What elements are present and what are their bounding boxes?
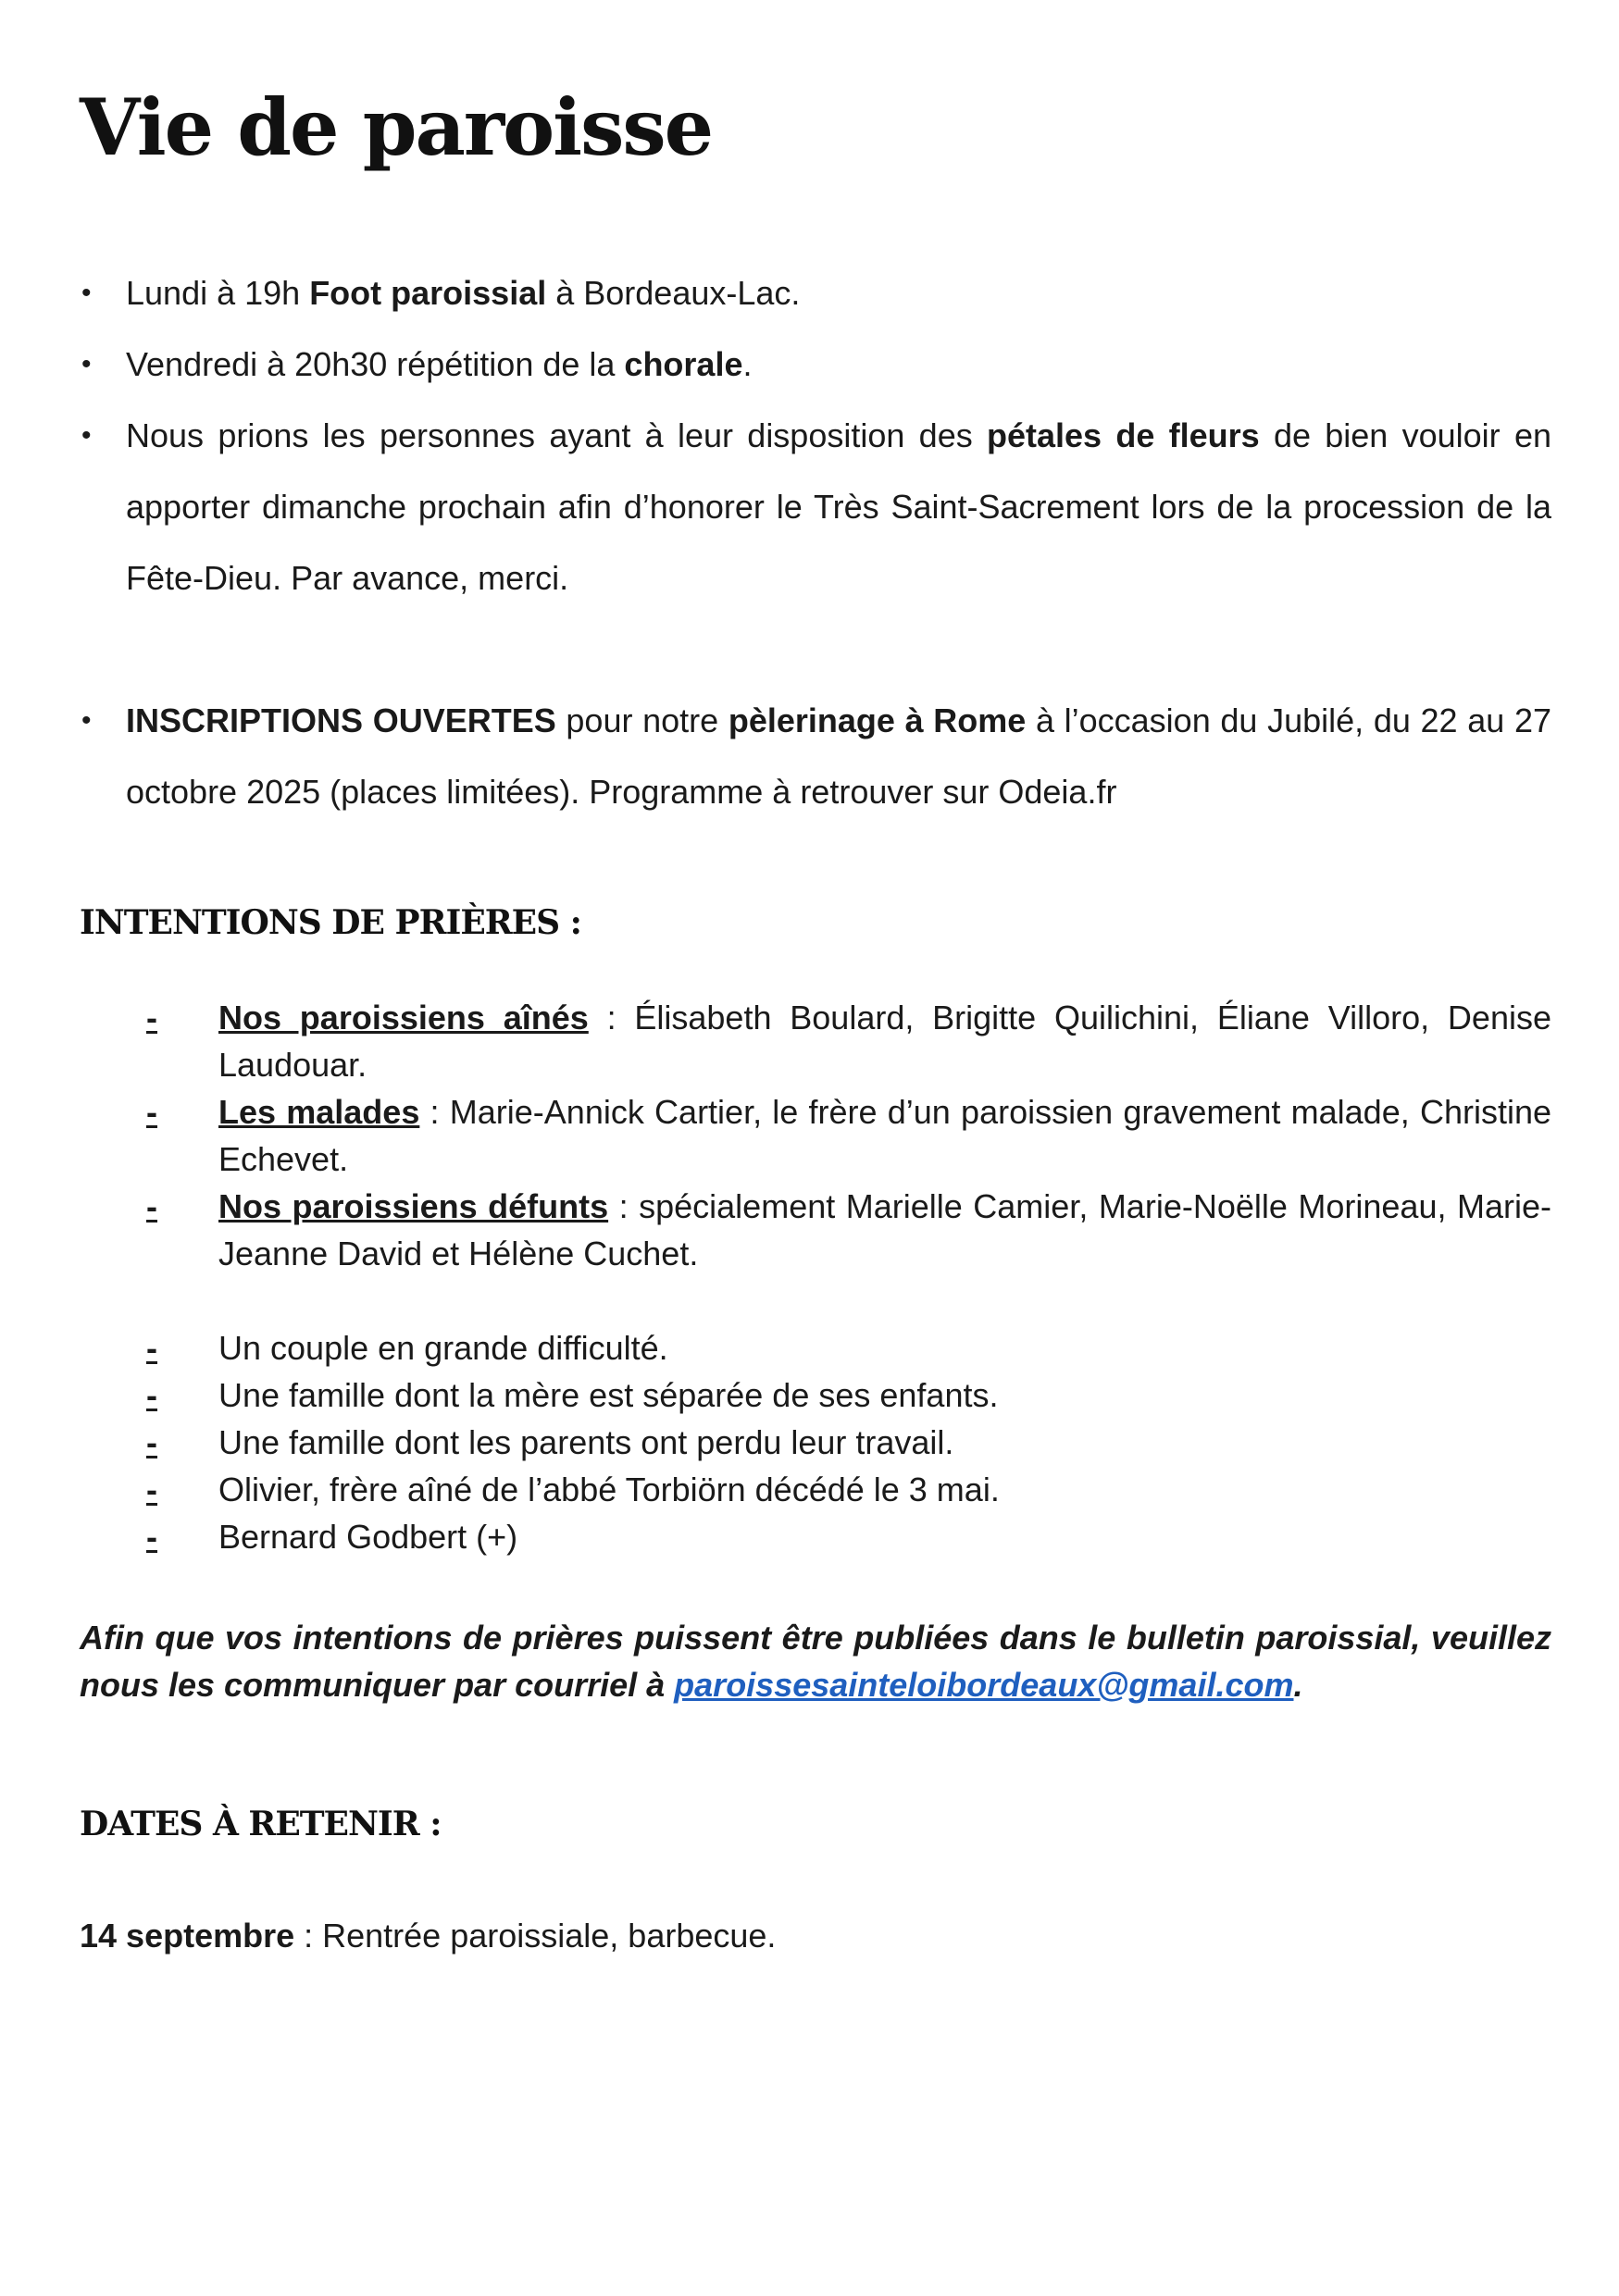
intention-item: - Les malades : Marie-Annick Cartier, le frère d’un paroissien gravement malade, Christine Echevet. — [80, 1088, 1551, 1183]
dash-marker: - — [146, 1518, 157, 1556]
list-spacer — [80, 1277, 1551, 1324]
dash-marker: - — [146, 1093, 157, 1131]
dash-marker: - — [146, 1187, 157, 1225]
dash-marker: - — [146, 1423, 157, 1461]
announcement-item: • Lundi à 19h Foot paroissial à Bordeaux-Lac. — [80, 257, 1551, 329]
email-link[interactable]: paroissesainteloibordeaux@gmail.com — [674, 1666, 1294, 1704]
intentions-heading: INTENTIONS DE PRIÈRES : — [80, 903, 581, 942]
intention-item: - Bernard Godbert (+) — [80, 1513, 1551, 1560]
dash-marker: - — [146, 1329, 157, 1367]
intentions-list — [80, 994, 1551, 1560]
dash-marker: - — [146, 1376, 157, 1414]
intention-item: - Nos paroissiens aînés : Élisabeth Boulard, Brigitte Quilichini, Éliane Villoro, Denise Laudouar. — [80, 994, 1551, 1088]
intention-item: - Une famille dont les parents ont perdu leur travail. — [80, 1419, 1551, 1466]
bullet-icon: • — [81, 705, 92, 736]
announcement-item: • Vendredi à 20h30 répétition de la chorale. — [80, 329, 1551, 400]
dash-marker: - — [146, 999, 157, 1036]
intentions-note: Afin que vos intentions de prières puissent être publiées dans le bulletin paroissial, veuillez nous les communiquer par courriel à paroissesainteloibordeaux@gmail.com. — [80, 1619, 1551, 1704]
announcement-item: • INSCRIPTIONS OUVERTES pour notre pèlerinage à Rome à l’occasion du Jubilé, du 22 au 27 octobre 2025 (places limitées). Programme à retrouver sur Odeia.fr — [80, 685, 1551, 827]
page-title: Vie de paroisse — [80, 81, 713, 173]
intention-item: - Olivier, frère aîné de l’abbé Torbiörn décédé le 3 mai. — [80, 1466, 1551, 1513]
date-item: 14 septembre : Rentrée paroissiale, barbecue. — [80, 1917, 777, 1955]
intention-item: - Nos paroissiens défunts : spécialement Marielle Camier, Marie-Noëlle Morineau, Marie-Jeanne David et Hélène Cuchet. — [80, 1183, 1551, 1277]
dates-heading: DATES À RETENIR : — [80, 1805, 442, 1843]
announcement-item: • Nous prions les personnes ayant à leur disposition des pétales de fleurs de bien vouloir en apporter dimanche prochain afin d’honorer le Très Saint-Sacrement lors de la procession de la Fête-Dieu. Par avance, merci. — [80, 400, 1551, 614]
intention-item: - Un couple en grande difficulté. — [80, 1324, 1551, 1371]
bullet-icon: • — [81, 420, 92, 451]
dash-marker: - — [146, 1471, 157, 1508]
announcement-list — [80, 257, 1551, 827]
intention-item: - Une famille dont la mère est séparée de ses enfants. — [80, 1371, 1551, 1419]
bullet-icon: • — [81, 278, 92, 308]
bullet-icon: • — [81, 349, 92, 379]
